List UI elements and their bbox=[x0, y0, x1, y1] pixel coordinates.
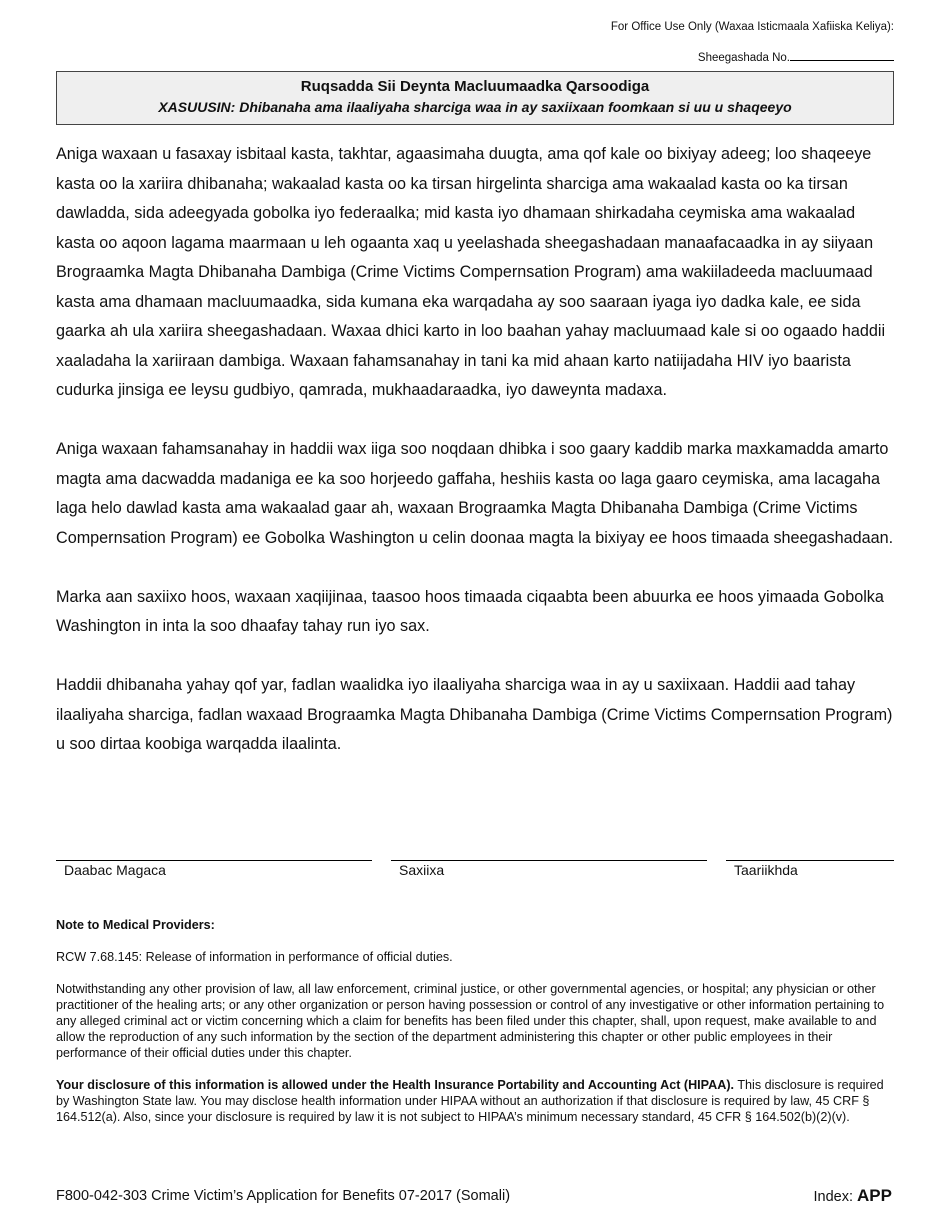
notwithstanding-paragraph: Notwithstanding any other provision of law, all law enforcement, criminal justice, or other governmental agencies, or hospital; any physician or other practitioner of the healing arts; or any other organization or person having possession or control of any investigative or other information pertaining to any alleged criminal act or victim concerning which a claim for benefits has been filed under this chapter, shall, upon request, make available to and allow the reproduction of any such information by the section of the department administering this chapter or other public employees in their performance of their official duties under this chapter. bbox=[56, 982, 885, 1060]
index-code bbox=[814, 1186, 893, 1206]
index-label: Index: bbox=[813, 1189, 858, 1205]
body-text bbox=[56, 140, 896, 789]
signature-label: Saxiixa bbox=[399, 862, 445, 878]
form-id: F800-042-303 Crime Victim’s Application for Benefits 07-2017 (Somali) bbox=[56, 1188, 511, 1204]
signature-line[interactable] bbox=[391, 860, 707, 878]
note-title: Note to Medical Providers: bbox=[56, 918, 215, 932]
paragraph-authorization: Aniga waxaan u fasaxay isbitaal kasta, takhtar, agaasimaha duugta, ama qof kale oo bixiyay adeeg; loo shaqeeye kasta oo la xariira dhibanaha; wakaalad kasta oo ka tirsan hirgelinta sharciga ama wakaalad kasta oo ka tirsan dawladda, sida adeegyada gobolka iyo federaalka; mid kasta iyo dhamaan shirkadaha ceymiska ama wakaalad kasta oo aqoon lagama maarmaan u leh ogaanta xaq u yeelashada sheegashadaan manaafacaadka in ay siiyaan Brograamka Magta Dhibanaha Dambiga (Crime Victims Compernsation Program) ama wakiiladeeda macluumaad kasta ama dhamaan macluumaadka, sida kumana eka warqadaha ay soo saaraan iyaga iyo dadka kale, ee sida gaarka ah ula xariira sheegashadaan. Waxaa dhici karto in loo baahan yahay macluumaad kale si oo ogaado haddii xaaladaha la xariiraan dambiga. Waxaan fahamsanahay in tani ka mid ahaan karto natiijadaha HIV iyo baarista cudurka jinsiga ee leysu gudbiyo, qamrada, mukhaadaraadka, iyo daweynta madaxa. bbox=[56, 145, 886, 399]
index-value: APP bbox=[857, 1186, 892, 1205]
paragraph-certification: Marka aan saxiixo hoos, waxaan xaqiijinaa, taasoo hoos timaada ciqaabta been abuurka ee hoos yimaada Gobolka Washington in inta la soo dhaafay tahay run iyo sax. bbox=[56, 587, 884, 635]
hipaa-disclosure-bold: Your disclosure of this information is allowed under the Health Insurance Portability and Accounting Act (HIPAA). bbox=[56, 1078, 735, 1092]
hipaa-disclosure-text: This disclosure is required by Washington State law. You may disclose health information under HIPAA without an authorization if that disclosure is required by law, 45 CRF § 164.512(a). Also, since your disclosure is required by law it is not subject to HIPAA’s minimum necessary standard, 45 CFR § 164.502(b)(2)(v). bbox=[56, 1078, 884, 1124]
title-box bbox=[56, 71, 894, 125]
form-title: Ruqsadda Sii Deynta Macluumaadka Qarsoodiga bbox=[300, 78, 650, 95]
date-label: Taariikhda bbox=[734, 862, 798, 878]
hipaa-disclosure bbox=[56, 1077, 894, 1125]
office-use-label: For Office Use Only (Waxaa Isticmaala Xafiiska Keliya): bbox=[610, 21, 894, 33]
paragraph-reimbursement: Aniga waxaan fahamsanahay in haddii wax iiga soo noqdaan dhibka i soo gaary kaddib marka maxkamadda amarto magta ama dacwadda madaniga ee ka soo horjeedo gaffaha, heshiis kasta oo laga gaaro ceymiska, ama lacagaha laga helo dawlad kasta ama wakaalad gaar ah, waxaan Brograamka Magta Dhibanaha Dambiga (Crime Victims Compernsation Program) ee Gobolka Washington u celin doonaa magta la bixiyay ee hoos timaada sheegashadaan. bbox=[56, 440, 894, 547]
date-line[interactable] bbox=[726, 860, 894, 878]
claim-number-label: Sheegashada No. bbox=[697, 52, 790, 64]
paragraph-guardian: Haddii dhibanaha yahay qof yar, fadlan waalidka iyo ilaaliyaha sharciga waa in ay u saxiixaan. Haddii aad tahay ilaaliyaha sharciga, fadlan waxaad Brograamka Magta Dhibanaha Dambiga (Crime Victims Compernsation Program) u soo dirtaa koobiga warqadda ilaalinta. bbox=[56, 676, 893, 753]
print-name-label: Daabac Magaca bbox=[64, 862, 166, 878]
print-name-line[interactable] bbox=[56, 860, 372, 878]
claim-number-blank[interactable] bbox=[790, 49, 894, 61]
claim-number-field[interactable] bbox=[698, 49, 894, 64]
form-subtitle: XASUUSIN: Dhibanaha ama ilaaliyaha sharciga waa in ay saxiixaan foomkaan si uu u shaqeeyo bbox=[158, 99, 792, 115]
rcw-statement: RCW 7.68.145: Release of information in performance of official duties. bbox=[56, 950, 453, 964]
